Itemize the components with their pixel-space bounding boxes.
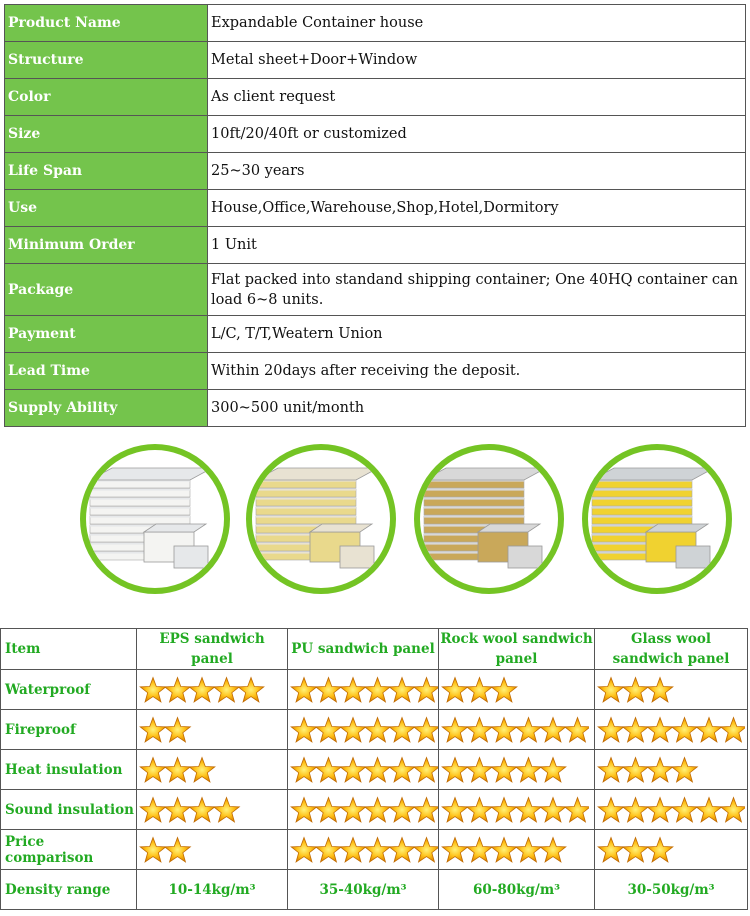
spec-label: Lead Time: [5, 353, 208, 390]
panel-skin: [90, 507, 190, 509]
star-rating-graphic: [139, 715, 287, 745]
spec-row-color: [5, 79, 746, 116]
panel-skin: [592, 489, 692, 491]
spec-row-use: [5, 190, 746, 227]
star-rating: [288, 670, 439, 710]
star-rating-graphic: [290, 755, 438, 785]
density-value: 35-40kg/m³: [288, 870, 439, 910]
star-icon: [365, 717, 391, 741]
star-icon: [598, 717, 624, 741]
star-icon: [623, 797, 649, 821]
star-icon: [442, 837, 468, 861]
star-rating: [595, 830, 748, 870]
star-icon: [291, 837, 317, 861]
rockwool-panel-image: [414, 444, 564, 594]
panel-top-face: [90, 468, 212, 480]
spec-label: Minimum Order: [5, 227, 208, 264]
comparison-row-price: [1, 830, 748, 870]
comparison-header-row: [1, 629, 748, 670]
star-icon: [316, 717, 342, 741]
comparison-row-heat-insulation: [1, 750, 748, 790]
density-value: 60-80kg/m³: [439, 870, 595, 910]
star-icon: [442, 757, 468, 781]
spec-value: As client request: [208, 79, 746, 116]
star-icon: [340, 717, 366, 741]
spec-value: Metal sheet+Door+Window: [208, 42, 746, 79]
star-icon: [647, 717, 673, 741]
column-header-rockwool: Rock wool sandwich panel: [439, 629, 595, 670]
spec-label: Use: [5, 190, 208, 227]
star-icon: [647, 797, 673, 821]
star-icon: [565, 717, 589, 741]
star-icon: [340, 677, 366, 701]
row-label: Heat insulation: [1, 750, 137, 790]
density-value: 30-50kg/m³: [595, 870, 748, 910]
star-rating: [595, 670, 748, 710]
panel-sample-small: [174, 546, 208, 568]
star-icon: [389, 837, 415, 861]
spec-row-life-span: [5, 153, 746, 190]
star-icon: [365, 837, 391, 861]
item-header: Item: [1, 629, 137, 670]
spec-value: House,Office,Warehouse,Shop,Hotel,Dormitory: [208, 190, 746, 227]
star-rating-graphic: [597, 675, 745, 705]
star-icon: [647, 837, 673, 861]
glasswool-panel-image: [582, 444, 732, 594]
spec-value: Within 20days after receiving the deposit.: [208, 353, 746, 390]
star-icon: [442, 677, 468, 701]
panel-skin: [256, 489, 356, 491]
spec-row-payment: [5, 316, 746, 353]
panel-skin: [256, 507, 356, 509]
comparison-row-sound-insulation: [1, 790, 748, 830]
star-rating: [288, 710, 439, 750]
spec-row-minimum-order: [5, 227, 746, 264]
star-icon: [467, 837, 493, 861]
comparison-row-waterproof: [1, 670, 748, 710]
star-icon: [672, 797, 698, 821]
star-rating: [439, 790, 595, 830]
star-rating-graphic: [139, 675, 287, 705]
star-rating-graphic: [290, 795, 438, 825]
star-icon: [516, 797, 542, 821]
star-icon: [140, 797, 166, 821]
star-icon: [414, 837, 438, 861]
star-icon: [623, 757, 649, 781]
row-label: Sound insulation: [1, 790, 137, 830]
star-icon: [598, 677, 624, 701]
spec-label: Package: [5, 264, 208, 316]
star-icon: [165, 837, 191, 861]
star-icon: [340, 797, 366, 821]
star-icon: [696, 717, 722, 741]
spec-label: Life Span: [5, 153, 208, 190]
star-icon: [414, 717, 438, 741]
star-icon: [389, 757, 415, 781]
spec-value: Flat packed into standand shipping container; One 40HQ container can load 6~8 units.: [208, 264, 746, 316]
star-icon: [340, 837, 366, 861]
star-icon: [165, 797, 191, 821]
star-icon: [365, 677, 391, 701]
star-icon: [291, 797, 317, 821]
star-icon: [721, 717, 745, 741]
density-value: 10-14kg/m³: [137, 870, 288, 910]
star-icon: [316, 797, 342, 821]
star-rating-graphic: [441, 795, 589, 825]
star-icon: [414, 677, 438, 701]
star-icon: [623, 677, 649, 701]
panel-skin: [424, 516, 524, 518]
spec-row-structure: [5, 42, 746, 79]
star-icon: [189, 797, 215, 821]
spec-label: Structure: [5, 42, 208, 79]
star-icon: [721, 797, 745, 821]
spec-row-package: [5, 264, 746, 316]
spec-label: Supply Ability: [5, 390, 208, 427]
star-rating: [595, 750, 748, 790]
star-icon: [467, 797, 493, 821]
star-icon: [140, 677, 166, 701]
star-rating-graphic: [139, 835, 287, 865]
star-icon: [491, 717, 517, 741]
star-icon: [565, 797, 589, 821]
star-icon: [467, 717, 493, 741]
star-rating: [137, 710, 288, 750]
star-rating-graphic: [139, 795, 287, 825]
star-icon: [467, 757, 493, 781]
spec-value: L/C, T/T,Weatern Union: [208, 316, 746, 353]
star-rating: [439, 710, 595, 750]
spec-value: Expandable Container house: [208, 5, 746, 42]
star-rating-graphic: [290, 675, 438, 705]
star-icon: [491, 757, 517, 781]
star-icon: [598, 837, 624, 861]
star-rating-graphic: [139, 755, 287, 785]
panel-skin: [256, 498, 356, 500]
eps-panel-image: [80, 444, 230, 594]
star-icon: [365, 797, 391, 821]
star-icon: [647, 677, 673, 701]
star-icon: [189, 677, 215, 701]
panel-skin: [592, 507, 692, 509]
star-icon: [214, 677, 240, 701]
star-icon: [316, 677, 342, 701]
spec-row-lead-time: [5, 353, 746, 390]
star-rating-graphic: [597, 835, 745, 865]
spec-table: [4, 4, 746, 427]
row-label: Waterproof: [1, 670, 137, 710]
spec-row-supply-ability: [5, 390, 746, 427]
star-icon: [623, 717, 649, 741]
star-icon: [389, 677, 415, 701]
star-icon: [316, 837, 342, 861]
star-icon: [491, 797, 517, 821]
panel-skin: [256, 516, 356, 518]
star-rating: [288, 830, 439, 870]
panel-skin: [90, 498, 190, 500]
star-rating-graphic: [597, 715, 745, 745]
star-icon: [316, 757, 342, 781]
star-rating: [137, 750, 288, 790]
pu-panel-image: [246, 444, 396, 594]
spec-row-size: [5, 116, 746, 153]
panel-skin: [90, 516, 190, 518]
star-icon: [365, 757, 391, 781]
star-rating: [595, 790, 748, 830]
spec-value: 300~500 unit/month: [208, 390, 746, 427]
panel-sample-small: [340, 546, 374, 568]
panel-top-face: [424, 468, 546, 480]
star-icon: [598, 757, 624, 781]
column-header-eps: EPS sandwich panel: [137, 629, 288, 670]
panel-top-face: [256, 468, 378, 480]
row-label: Price comparison: [1, 830, 137, 870]
star-rating: [439, 670, 595, 710]
star-icon: [291, 717, 317, 741]
star-icon: [414, 797, 438, 821]
comparison-row-fireproof: [1, 710, 748, 750]
star-rating-graphic: [290, 835, 438, 865]
panel-skin: [592, 498, 692, 500]
spec-label: Color: [5, 79, 208, 116]
star-icon: [491, 677, 517, 701]
star-rating-graphic: [441, 755, 589, 785]
star-icon: [140, 757, 166, 781]
spec-value: 25~30 years: [208, 153, 746, 190]
star-icon: [140, 717, 166, 741]
star-rating: [137, 830, 288, 870]
star-icon: [389, 717, 415, 741]
row-label: Fireproof: [1, 710, 137, 750]
star-icon: [291, 757, 317, 781]
panel-top-face: [592, 468, 714, 480]
star-icon: [165, 717, 191, 741]
star-rating-graphic: [441, 675, 589, 705]
star-icon: [467, 677, 493, 701]
panel-sample-small: [508, 546, 542, 568]
star-icon: [442, 797, 468, 821]
star-icon: [491, 837, 517, 861]
star-icon: [516, 717, 542, 741]
spec-value: 1 Unit: [208, 227, 746, 264]
panel-skin: [424, 498, 524, 500]
spec-label: Product Name: [5, 5, 208, 42]
spec-row-product-name: [5, 5, 746, 42]
star-icon: [442, 717, 468, 741]
column-header-pu: PU sandwich panel: [288, 629, 439, 670]
star-icon: [598, 797, 624, 821]
star-icon: [340, 757, 366, 781]
star-icon: [140, 837, 166, 861]
star-icon: [238, 677, 264, 701]
star-rating: [288, 750, 439, 790]
spec-value: 10ft/20/40ft or customized: [208, 116, 746, 153]
star-icon: [672, 757, 698, 781]
star-icon: [647, 757, 673, 781]
panel-skin: [90, 489, 190, 491]
spec-label: Size: [5, 116, 208, 153]
star-rating-graphic: [290, 715, 438, 745]
star-rating-graphic: [597, 795, 745, 825]
star-rating: [439, 750, 595, 790]
star-rating: [137, 670, 288, 710]
comparison-row-density: [1, 870, 748, 910]
star-icon: [389, 797, 415, 821]
star-rating-graphic: [441, 715, 589, 745]
star-rating: [439, 830, 595, 870]
star-icon: [516, 837, 542, 861]
row-label: Density range: [1, 870, 137, 910]
star-icon: [165, 677, 191, 701]
star-icon: [516, 757, 542, 781]
panel-image-row: [0, 438, 750, 598]
star-icon: [291, 677, 317, 701]
star-icon: [696, 797, 722, 821]
comparison-table: [0, 628, 748, 910]
panel-sample-small: [676, 546, 710, 568]
star-rating-graphic: [441, 835, 589, 865]
star-icon: [540, 837, 566, 861]
star-icon: [540, 797, 566, 821]
star-icon: [214, 797, 240, 821]
star-icon: [540, 717, 566, 741]
star-rating: [595, 710, 748, 750]
spec-label: Payment: [5, 316, 208, 353]
star-rating-graphic: [597, 755, 745, 785]
panel-skin: [592, 516, 692, 518]
panel-skin: [424, 489, 524, 491]
star-rating: [137, 790, 288, 830]
star-icon: [672, 717, 698, 741]
star-icon: [165, 757, 191, 781]
star-icon: [623, 837, 649, 861]
panel-skin: [424, 507, 524, 509]
star-rating: [288, 790, 439, 830]
star-icon: [189, 757, 215, 781]
star-icon: [414, 757, 438, 781]
column-header-glasswool: Glass wool sandwich panel: [595, 629, 748, 670]
star-icon: [540, 757, 566, 781]
